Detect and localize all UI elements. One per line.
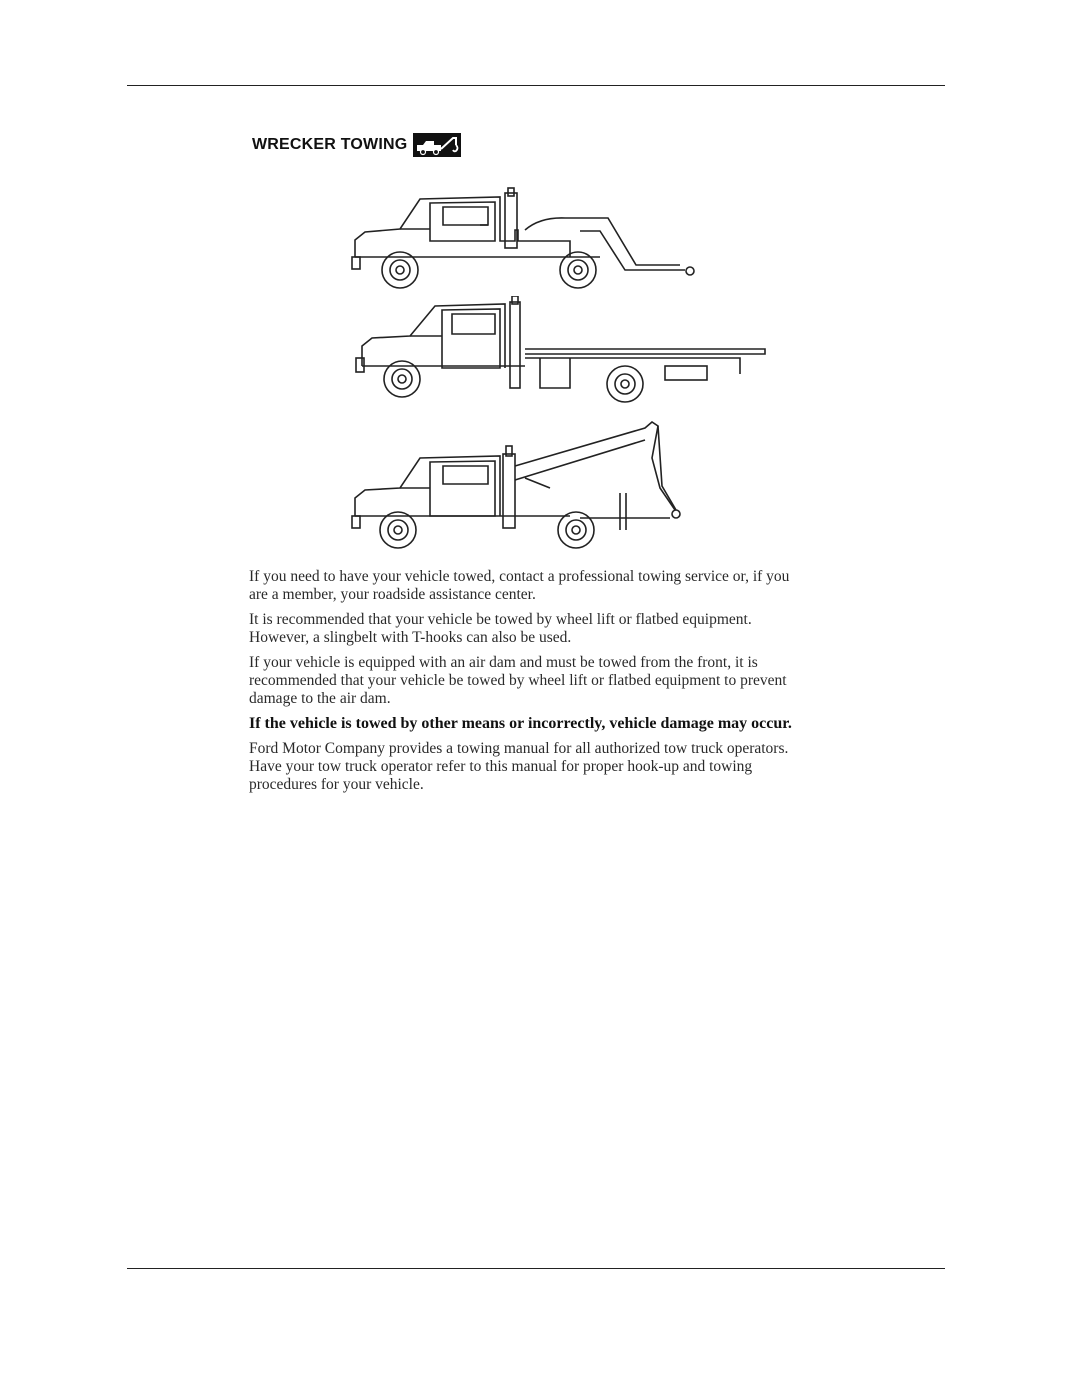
section-heading <box>252 133 461 157</box>
bottom-rule <box>127 1268 945 1269</box>
paragraph-air-dam: If your vehicle is equipped with an air dam and must be towed from the front, it is recommended that your vehicle be towed by wheel lift or flatbed equipment to prevent damage to the air dam. <box>249 654 787 707</box>
flatbed-tow-truck-illustration <box>340 296 780 411</box>
section-title: WRECKER TOWING <box>252 136 408 153</box>
slingbelt-boom-tow-truck-illustration <box>340 418 780 558</box>
wheel-lift-tow-truck-illustration <box>340 185 780 300</box>
paragraph-recommended-equipment: It is recommended that your vehicle be towed by wheel lift or flatbed equipment. However, a slingbelt with T-hooks can also be used. <box>249 611 752 646</box>
tow-truck-icon <box>413 133 461 157</box>
top-rule <box>127 85 945 86</box>
body-text <box>249 568 809 801</box>
paragraph-professional-towing: If you need to have your vehicle towed, contact a professional towing service or, if you are a member, your roadside assistance center. <box>249 568 790 603</box>
paragraph-towing-manual: Ford Motor Company provides a towing manual for all authorized tow truck operators. Have your tow truck operator refer to this manual for proper hook-up and towing procedures for your vehicle. <box>249 740 789 793</box>
warning-damage: If the vehicle is towed by other means or incorrectly, vehicle damage may occur. <box>249 715 792 732</box>
